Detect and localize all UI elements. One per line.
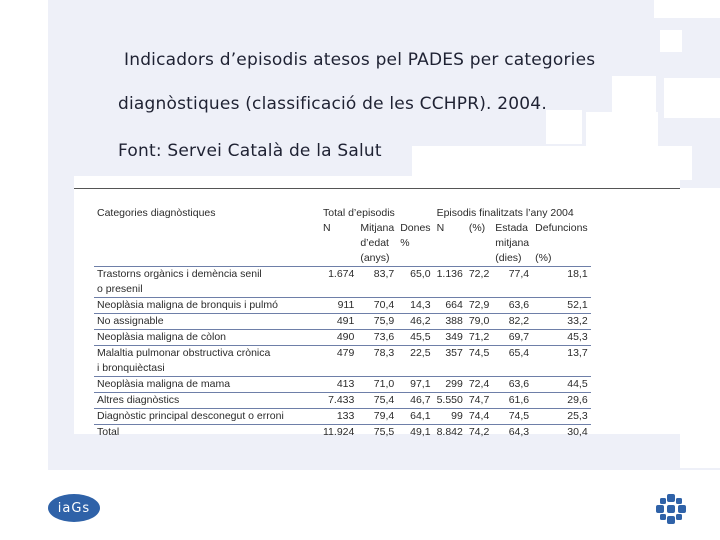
cell-cat: Trastorns orgànics i demència senil bbox=[94, 267, 320, 283]
header-age-unit: (anys) bbox=[360, 252, 390, 264]
cell-deaths: 29,6 bbox=[532, 393, 591, 409]
cell-deaths: 52,1 bbox=[532, 298, 591, 314]
cell-stay: 61,6 bbox=[492, 393, 532, 409]
cell-women: 45,5 bbox=[397, 330, 433, 346]
decor-square bbox=[586, 112, 658, 148]
source-line: Font: Servei Català de la Salut bbox=[118, 141, 382, 161]
table-row bbox=[94, 267, 591, 283]
cell-pct: 72,9 bbox=[466, 298, 492, 314]
table-row bbox=[94, 346, 591, 362]
cell-pct: 79,0 bbox=[466, 314, 492, 330]
cell-stay: 82,2 bbox=[492, 314, 532, 330]
cell-cat: Altres diagnòstics bbox=[94, 393, 320, 409]
decor-square bbox=[664, 78, 720, 118]
cell-pct: 74,4 bbox=[466, 409, 492, 425]
cell-cat-continuation: i bronquièctasi bbox=[97, 362, 165, 374]
header-stay-sub: mitjana bbox=[495, 237, 530, 249]
cell-women: 97,1 bbox=[397, 377, 433, 393]
cell-age: 78,3 bbox=[357, 346, 397, 362]
cell-n2: 357 bbox=[434, 346, 466, 362]
cell-pct: 74,2 bbox=[466, 425, 492, 441]
cell-n2: 99 bbox=[434, 409, 466, 425]
cell-stay: 63,6 bbox=[492, 298, 532, 314]
header-n2: N bbox=[436, 222, 445, 234]
header-age-sub: d’edat bbox=[360, 237, 389, 249]
cell-deaths: 18,1 bbox=[532, 267, 591, 283]
table-row bbox=[94, 298, 591, 314]
cell-cat: Neoplàsia maligna de bronquis i pulmó bbox=[94, 298, 320, 314]
cell-age: 83,7 bbox=[357, 267, 397, 283]
cell-n: 490 bbox=[320, 330, 357, 346]
table-row bbox=[94, 377, 591, 393]
table-top-rule bbox=[74, 188, 680, 189]
header-deaths-unit: (%) bbox=[535, 252, 552, 264]
cell-age: 75,9 bbox=[357, 314, 397, 330]
cell-women: 14,3 bbox=[397, 298, 433, 314]
table-row bbox=[94, 314, 591, 330]
cell-cat: Neoplàsia maligna de mama bbox=[94, 377, 320, 393]
cell-n: 479 bbox=[320, 346, 357, 362]
cell-n: 1.674 bbox=[320, 267, 357, 283]
cell-deaths: 13,7 bbox=[532, 346, 591, 362]
cell-stay: 65,4 bbox=[492, 346, 532, 362]
cell-n: 7.433 bbox=[320, 393, 357, 409]
header-total: Total d’episodis bbox=[323, 207, 395, 219]
cell-n: 491 bbox=[320, 314, 357, 330]
table-row bbox=[94, 330, 591, 346]
cell-women: 65,0 bbox=[397, 267, 433, 283]
cell-age: 73,6 bbox=[357, 330, 397, 346]
cell-stay: 63,6 bbox=[492, 377, 532, 393]
cell-n2: 349 bbox=[434, 330, 466, 346]
header-deaths: Defuncions bbox=[535, 222, 588, 234]
cell-stay: 74,5 bbox=[492, 409, 532, 425]
cell-cat: No assignable bbox=[94, 314, 320, 330]
cell-deaths: 45,3 bbox=[532, 330, 591, 346]
header-finalized: Episodis finalitzats l’any 2004 bbox=[436, 207, 574, 219]
decor-square bbox=[546, 110, 582, 144]
cell-n2: 1.136 bbox=[434, 267, 466, 283]
header-n: N bbox=[323, 222, 331, 234]
cell-n2: 5.550 bbox=[434, 393, 466, 409]
cell-deaths: 25,3 bbox=[532, 409, 591, 425]
catsalut-logo-icon bbox=[654, 492, 688, 526]
decor-square bbox=[654, 0, 720, 18]
iags-logo-text: iaGs bbox=[57, 500, 91, 516]
cell-cat: Malaltia pulmonar obstructiva crònica bbox=[94, 346, 320, 362]
cell-deaths: 33,2 bbox=[532, 314, 591, 330]
cell-stay: 77,4 bbox=[492, 267, 532, 283]
cell-pct: 72,2 bbox=[466, 267, 492, 283]
header-women: Dones bbox=[400, 222, 431, 234]
cell-women: 22,5 bbox=[397, 346, 433, 362]
cell-age: 70,4 bbox=[357, 298, 397, 314]
table-row-continuation bbox=[94, 282, 591, 298]
cell-cat-continuation: o presenil bbox=[97, 283, 143, 295]
cell-pct: 74,5 bbox=[466, 346, 492, 362]
cell-cat: Total bbox=[94, 425, 320, 441]
cell-n2: 299 bbox=[434, 377, 466, 393]
cell-age: 79,4 bbox=[357, 409, 397, 425]
header-pct: (%) bbox=[468, 222, 486, 234]
indicator-table bbox=[94, 206, 591, 440]
table-row bbox=[94, 409, 591, 425]
decor-square bbox=[680, 188, 720, 468]
cell-pct: 72,4 bbox=[466, 377, 492, 393]
header-age: Mitjana bbox=[360, 222, 395, 234]
indicator-table-card bbox=[74, 176, 680, 438]
header-stay-unit: (dies) bbox=[495, 252, 522, 264]
cell-pct: 71,2 bbox=[466, 330, 492, 346]
table-row bbox=[94, 393, 591, 409]
cell-women: 46,7 bbox=[397, 393, 433, 409]
cell-age: 75,4 bbox=[357, 393, 397, 409]
cell-n2: 8.842 bbox=[434, 425, 466, 441]
cell-cat: Diagnòstic principal desconegut o erroni bbox=[94, 409, 320, 425]
title-line-1: Indicadors d’episodis atesos pel PADES per categories bbox=[124, 50, 596, 70]
cell-women: 64,1 bbox=[397, 409, 433, 425]
cell-stay: 69,7 bbox=[492, 330, 532, 346]
cell-cat: Neoplàsia maligna de còlon bbox=[94, 330, 320, 346]
cell-n2: 664 bbox=[434, 298, 466, 314]
cell-n: 133 bbox=[320, 409, 357, 425]
table-row bbox=[94, 425, 591, 441]
header-stay: Estada bbox=[495, 222, 528, 234]
title-line-2: diagnòstiques (classificació de les CCHPR). 2004. bbox=[118, 94, 547, 114]
cell-age: 71,0 bbox=[357, 377, 397, 393]
table-row-continuation bbox=[94, 361, 591, 377]
header-women-sub: % bbox=[400, 237, 410, 249]
cell-stay: 64,3 bbox=[492, 425, 532, 441]
cell-n: 413 bbox=[320, 377, 357, 393]
cell-deaths: 30,4 bbox=[532, 425, 591, 441]
cell-n: 11.924 bbox=[320, 425, 357, 441]
iags-logo bbox=[48, 494, 100, 522]
decor-square bbox=[660, 30, 682, 52]
cell-women: 49,1 bbox=[397, 425, 433, 441]
cell-pct: 74,7 bbox=[466, 393, 492, 409]
cell-women: 46,2 bbox=[397, 314, 433, 330]
cell-age: 75,5 bbox=[357, 425, 397, 441]
decor-square bbox=[412, 146, 692, 180]
cell-deaths: 44,5 bbox=[532, 377, 591, 393]
cell-n2: 388 bbox=[434, 314, 466, 330]
cell-n: 911 bbox=[320, 298, 357, 314]
header-categories: Categories diagnòstiques bbox=[97, 207, 216, 219]
